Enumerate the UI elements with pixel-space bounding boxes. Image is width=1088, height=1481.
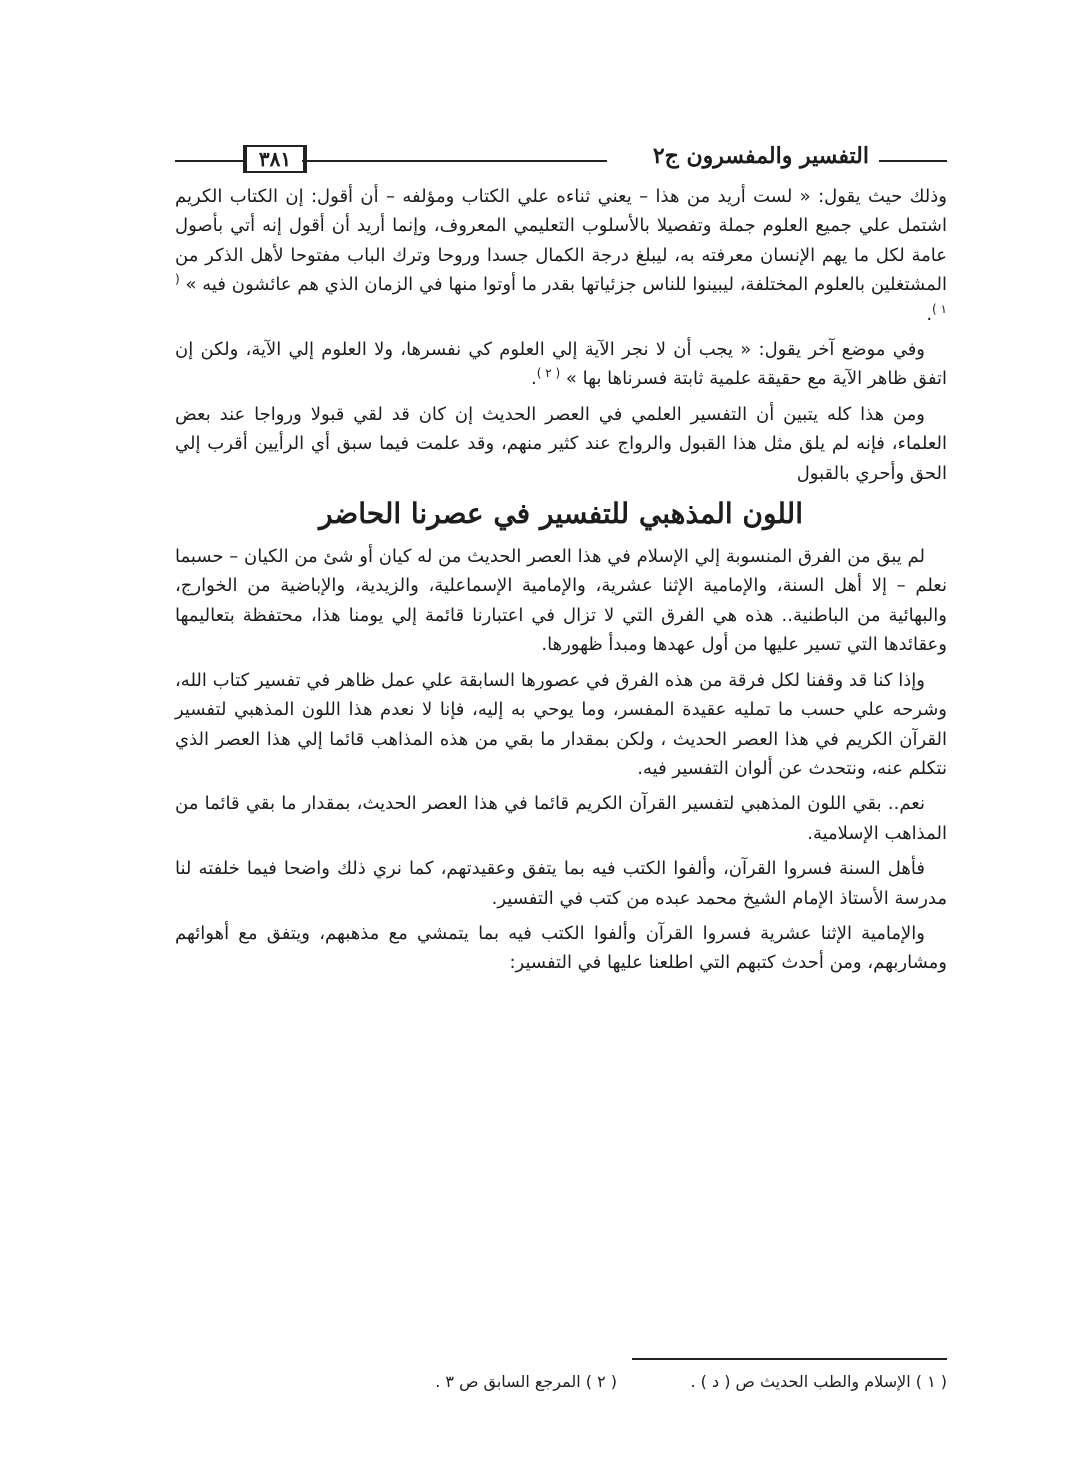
page-header [175, 140, 947, 180]
paragraph-sectarian-color: نعم.. بقي اللون المذهبي لتفسير القرآن الكريم قائما في هذا العصر الحديث، بمقدار ما بقي قائما من المذاهب الإسلامية. [175, 793, 947, 844]
paragraph-sects: لم يبق من الفرق المنسوبة إلي الإسلام في هذا العصر الحديث من له كيان أو شئ من الكيان – حسبما نعلم – إلا أهل السنة، والإمامية الإثنا عشرية، والإمامية الإسماعلية، والزيدية، والإباضية من الخوارج، والبهائية من الباطنية.. هذه هي الفرق التي لا تزال في اعتبارنا قائمة إلي يومنا هذا، محتفظة بتعاليمها وعقائدها التي تسير عليها من أول عهدها ومبدأ ظهورها. [175, 546, 947, 656]
paragraph-text: وذلك حيث يقول: « لست أريد من هذا – يعني ثناءه علي الكتاب ومؤلفه – أن أقول: إن الكتاب الكريم اشتمل علي جميع العلوم جملة وتفصيلا بالأسلوب التعليمي المعروف، وإنما أريد أن أقول إنه أتي بأصول عامة لكل ما يهم الإنسان معرفته به، ليبلغ درجة الكمال جسدا وروحا وترك الباب مفتوحا لأهل الذكر من المشتغلين بالعلوم المختلفة، ليبينوا للناس جزئياتها بقدر ما أوتوا منها في الزمان الذي هم عائشون فيه » [175, 186, 947, 296]
footnote-2: ( ٢ ) المرجع السابق ص ٣ . [435, 1372, 617, 1391]
paragraph-quote-2: وفي موضع آخر يقول: « يجب أن لا نجر الآية إلي العلوم كي نفسرها، ولا العلوم إلي الآية، ولكن إن اتفق ظاهر الآية مع حقيقة علمية ثابتة فسرناها بها » $^{( ٢ )}$. [175, 339, 947, 390]
footnote-ref-1: ( ١ ) [175, 272, 947, 316]
paragraph-ahl-sunna: فأهل السنة فسروا القرآن، وألفوا الكتب فيه بما يتفق وعقيدتهم، كما نري ذلك واضحا فيما خلفته لنا مدرسة الأستاذ الإمام الشيخ محمد عبده من كتب في التفسير. [175, 858, 947, 909]
paragraph-text: وفي موضع آخر يقول: « يجب أن لا نجر الآية إلي العلوم كي نفسرها، ولا العلوم إلي الآية، ولكن إن اتفق ظاهر الآية مع حقيقة علمية ثابتة فسرناها بها » [175, 339, 947, 390]
header-rule-middle [302, 160, 607, 162]
footnote-1: ( ١ ) الإسلام والطب الحديث ص ( د ) . [690, 1372, 947, 1391]
header-rule-right [879, 160, 947, 162]
paragraph-conclusion: ومن هذا كله يتبين أن التفسير العلمي في العصر الحديث إن كان قد لقي قبولا ورواجا عند بعض العلماء، فإنه لم يلق مثل هذا القبول والرواج عند كثير منهم، وقد علمت فيما سبق أي الرأيين أقرب إلي الحق وأحري بالقبول [175, 403, 947, 484]
paragraph-imamiyya: والإمامية الإثنا عشرية فسروا القرآن وألفوا الكتب فيه بما يتمشي مع مذهبهم، ويتفق مع أهوائهم ومشاربهم، ومن أحدث كتبهم التي اطلعنا عليها في التفسير: [175, 922, 947, 974]
header-rule-left [175, 160, 243, 162]
footnote-ref-2: ( ٢ ) [536, 366, 561, 381]
book-page [175, 140, 947, 1400]
page-number: ٣٨١ [243, 145, 307, 173]
paragraph-quote-1: وذلك حيث يقول: « لست أريد من هذا – يعني ثناءه علي الكتاب ومؤلفه – أن أقول: إن الكتاب الكريم اشتمل علي جميع العلوم جملة وتفصيلا بالأسلوب التعليمي المعروف، وإنما أريد أن أقول إنه أتي بأصول عامة لكل ما يهم الإنسان معرفته به، ليبلغ درجة الكمال جسدا وروحا وترك الباب مفتوحا لأهل الذكر من المشتغلين بالعلوم المختلفة، ليبينوا للناس جزئياتها بقدر ما أوتوا منها في الزمان الذي هم عائشون فيه » $^{( ١ )}$. [175, 186, 947, 325]
footnote-separator [632, 1358, 947, 1360]
page-body [175, 182, 947, 984]
running-title: التفسير والمفسرون ج٢ [652, 143, 869, 169]
footnotes [297, 1372, 947, 1402]
paragraph-sects-tafsir: وإذا كنا قد وقفنا لكل فرقة من هذه الفرق في عصورها السابقة علي عمل ظاهر في تفسير كتاب الله، وشرحه علي حسب ما تمليه عقيدة المفسر، وما يوحي به إليه، فإنا لا نعدم هذا اللون المذهبي لتفسير القرآن الكريم في هذا العصر الحديث ، ولكن بمقدار ما بقي من هذه المذاهب قائما إلي هذا العصر الذي نتكلم عنه، ونتحدث عن ألوان التفسير فيه. [175, 669, 947, 779]
section-heading: اللون المذهبي للتفسير في عصرنا الحاضر [318, 497, 803, 531]
